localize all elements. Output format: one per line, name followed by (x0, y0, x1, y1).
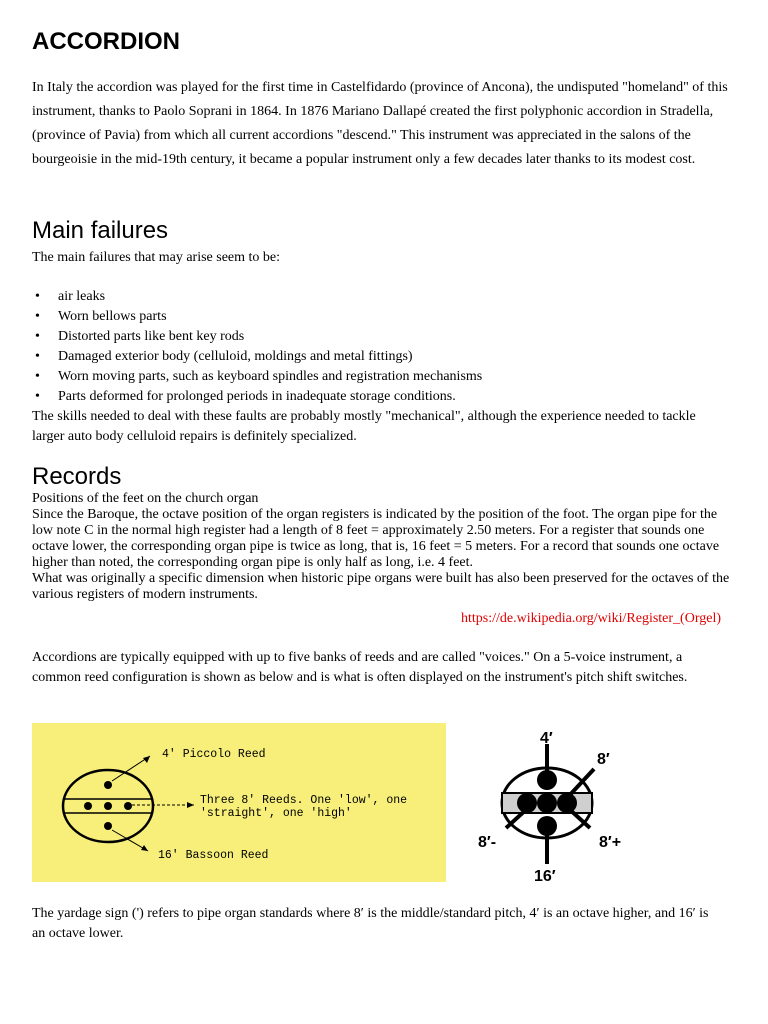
failures-conclusion: The skills needed to deal with these faults are probably mostly "mechanical", although the experience needed to tackle larger auto body celluloid repairs is definitely specialized. (32, 409, 696, 444)
piccolo-reed-label: 4' Piccolo Reed (162, 748, 266, 761)
bullet-icon: • (35, 309, 40, 324)
wikipedia-link[interactable]: https://de.wikipedia.org/wiki/Register_(Orgel) (461, 611, 721, 626)
list-item (32, 387, 482, 407)
list-item-text: Worn bellows parts (58, 309, 167, 324)
mid-pointer-arrow (187, 802, 194, 808)
list-item (32, 347, 482, 367)
records-body: Positions of the feet on the church organ Since the Baroque, the octave position of the organ registers is indicated by the position of the foot. The organ pipe for the low note C in the normal high register had a length of 8 feet = approximately 2.50 meters. For a register that sounds one octave lower, the corresponding organ pipe is twice as long, that is, 16 feet = 5 meters. For a record that sounds one octave higher than noted, the corresponding organ pipe is only half as long, i.e. 4 feet. What was originally a specific dimension when historic pipe organs were built has also been preserved for the octaves of the various registers of modern instruments. (32, 491, 730, 602)
bullet-icon: • (35, 329, 40, 344)
reed-configuration-diagram (32, 723, 446, 882)
register-label-8-minus: 8′- (478, 834, 497, 851)
main-failures-heading: Main failures (32, 217, 169, 244)
register-label-8: 8′ (597, 751, 610, 768)
piccolo-reed-dot (104, 781, 112, 789)
failures-lead: The main failures that may arise seem to be: (32, 250, 281, 265)
list-item (32, 367, 482, 387)
list-item (32, 307, 482, 327)
top-register-dot (537, 770, 557, 790)
bassoon-reed-dot (104, 822, 112, 830)
records-heading: Records (32, 463, 122, 490)
center-register-dot (537, 793, 557, 813)
low-8-reed-dot (84, 802, 92, 810)
intro-paragraph: In Italy the accordion was played for the first time in Castelfidardo (province of Ancona), the undisputed "homeland" of this instrument, thanks to Paolo Soprani in 1864. In 1876 Mariano Dallapé created the first polyphonic accordion in Stradella, (province of Pavia) from which all current accordions "descend." This instrument was appreciated in the salons of the bourgeoisie in the mid-19th century, it became a popular instrument only a few decades later thanks to its modest cost. (32, 80, 728, 167)
register-label-16: 16′ (534, 868, 556, 884)
straight-8-reed-dot (104, 802, 112, 810)
reed-diagram-svg (32, 723, 446, 882)
register-symbol-svg (468, 726, 638, 884)
right-register-dot (557, 793, 577, 813)
list-item-text: air leaks (58, 289, 106, 304)
eight-reeds-label-line1: Three 8' Reeds. One 'low', one (200, 794, 408, 807)
list-item-text: Parts deformed for prolonged periods in inadequate storage conditions. (58, 389, 456, 404)
footer-paragraph: The yardage sign (') refers to pipe organ standards where 8′ is the middle/standard pitch, 4′ is an octave higher, and 16′ is an octave lower. (32, 906, 709, 941)
bassoon-reed-label: 16' Bassoon Reed (158, 849, 269, 862)
register-label-4: 4′ (540, 730, 553, 747)
piccolo-pointer-line (112, 756, 150, 781)
high-8-reed-dot (124, 802, 132, 810)
list-item (32, 327, 482, 347)
left-register-dot (517, 793, 537, 813)
failures-list (32, 287, 482, 407)
register-symbol-diagram (468, 726, 638, 884)
list-item-text: Damaged exterior body (celluloid, moldings and metal fittings) (58, 349, 413, 364)
bullet-icon: • (35, 369, 40, 384)
voices-paragraph: Accordions are typically equipped with up to five banks of reeds and are called "voices." On a 5-voice instrument, a common reed configuration is shown as below and is what is often displayed on the instrument's pitch shift switches. (32, 650, 688, 685)
eight-reeds-label-line2: 'straight', one 'high' (200, 807, 352, 820)
list-item-text: Worn moving parts, such as keyboard spindles and registration mechanisms (58, 369, 483, 384)
page-title: ACCORDION (32, 28, 180, 55)
register-label-8-plus: 8′+ (599, 834, 622, 851)
bullet-icon: • (35, 389, 40, 404)
list-item (32, 287, 482, 307)
bottom-register-dot (537, 816, 557, 836)
bullet-icon: • (35, 289, 40, 304)
bullet-icon: • (35, 349, 40, 364)
list-item-text: Distorted parts like bent key rods (58, 329, 245, 344)
